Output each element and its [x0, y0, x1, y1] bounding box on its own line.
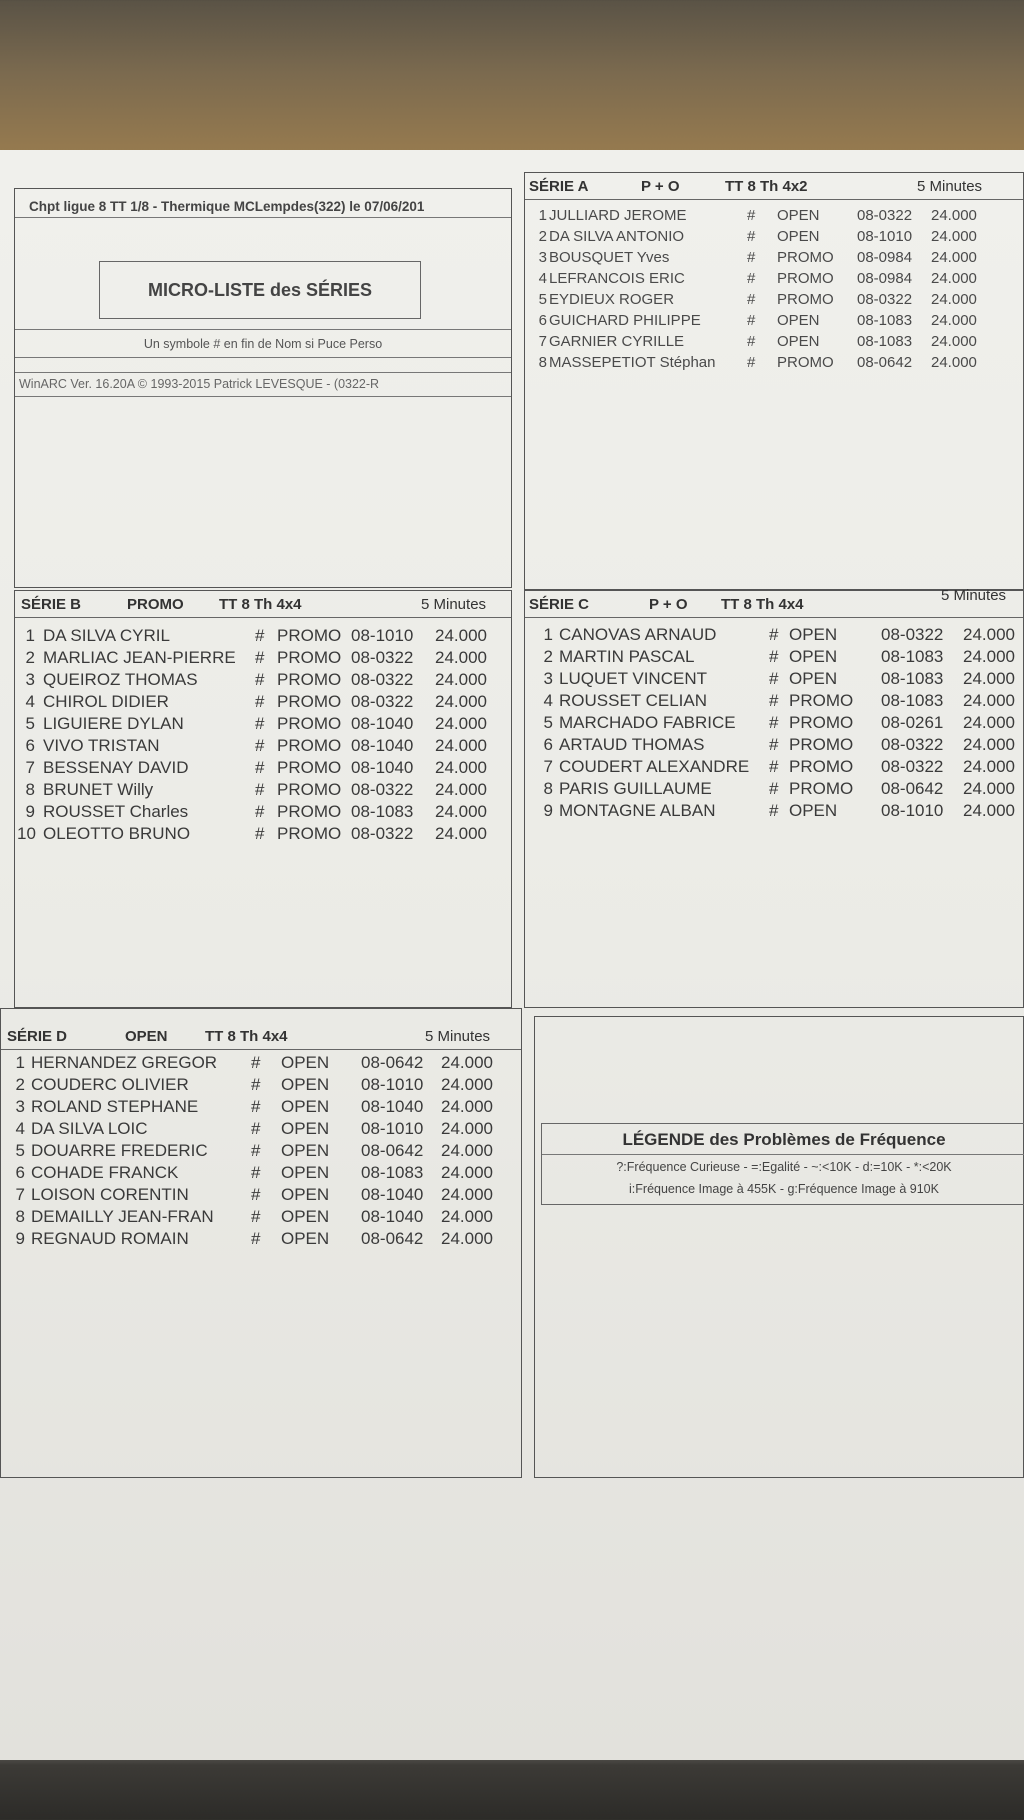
category: OPEN	[281, 1207, 330, 1226]
pilot-name: REGNAUD ROMAIN	[31, 1229, 189, 1248]
category: OPEN	[789, 625, 838, 644]
club-code: 08-0642	[881, 779, 944, 798]
row-number: 4	[538, 270, 547, 287]
puce-mark: #	[251, 1163, 261, 1182]
puce-mark: #	[769, 735, 779, 754]
series-b-time: 5 Minutes	[421, 596, 487, 613]
pilot-name: COUDERC OLIVIER	[31, 1075, 189, 1094]
series-c-time: 5 Minutes	[941, 587, 1007, 604]
category: PROMO	[777, 249, 834, 266]
category: OPEN	[789, 801, 838, 820]
row-number: 1	[15, 1053, 25, 1072]
puce-mark: #	[747, 312, 756, 329]
puce-mark: #	[769, 669, 779, 688]
club-code: 08-1010	[351, 626, 414, 645]
frequency: 24.000	[435, 714, 487, 733]
row-number: 3	[25, 670, 35, 689]
series-b-name: SÉRIE B	[21, 596, 82, 613]
club-code: 08-1083	[881, 669, 944, 688]
legend-panel	[534, 1016, 1024, 1478]
row-number: 6	[543, 735, 553, 754]
series-c-row	[525, 801, 1023, 826]
row-number: 2	[25, 648, 35, 667]
frequency: 24.000	[441, 1163, 493, 1182]
pilot-name: GARNIER CYRILLE	[549, 333, 685, 350]
series-c-class: TT 8 Th 4x4	[721, 596, 804, 613]
category: PROMO	[277, 648, 342, 667]
frequency: 24.000	[931, 333, 977, 350]
pilot-name: ROLAND STEPHANE	[31, 1097, 199, 1116]
row-number: 7	[538, 333, 547, 350]
puce-mark: #	[255, 648, 265, 667]
club-code: 08-1040	[351, 758, 414, 777]
frequency: 24.000	[435, 692, 487, 711]
club-code: 08-0261	[881, 713, 944, 732]
category: PROMO	[277, 780, 342, 799]
puce-note: Un symbole # en fin de Nom si Puce Perso	[143, 337, 383, 351]
category: OPEN	[789, 669, 838, 688]
category: OPEN	[789, 647, 838, 666]
club-code: 08-1010	[361, 1119, 424, 1138]
row-number: 8	[543, 779, 553, 798]
event-title: Chpt ligue 8 TT 1/8 - Thermique MCLempdes(322) le 07/06/201	[29, 199, 425, 214]
category: PROMO	[789, 735, 854, 754]
pilot-name: BESSENAY DAVID	[43, 758, 189, 777]
frequency: 24.000	[931, 312, 977, 329]
category: OPEN	[281, 1097, 330, 1116]
pilot-name: HERNANDEZ GREGOR	[31, 1053, 218, 1072]
puce-mark: #	[747, 291, 756, 308]
row-number: 6	[538, 312, 547, 329]
club-code: 08-1083	[857, 333, 913, 350]
row-number: 7	[543, 757, 553, 776]
series-c-panel	[524, 587, 1024, 1008]
pilot-name: CANOVAS ARNAUD	[559, 625, 717, 644]
club-code: 08-0642	[361, 1141, 424, 1160]
puce-mark: #	[255, 692, 265, 711]
frequency: 24.000	[963, 669, 1015, 688]
puce-mark: #	[769, 801, 779, 820]
club-code: 08-0984	[857, 249, 913, 266]
puce-mark: #	[255, 714, 265, 733]
club-code: 08-0322	[351, 670, 414, 689]
micro-list-heading-box	[99, 261, 421, 319]
series-a-row	[525, 354, 1023, 379]
puce-mark: #	[747, 270, 756, 287]
frequency: 24.000	[963, 757, 1015, 776]
frequency: 24.000	[435, 648, 487, 667]
row-number: 5	[25, 714, 35, 733]
row-number: 3	[538, 249, 547, 266]
row-number: 2	[15, 1075, 25, 1094]
row-number: 3	[15, 1097, 25, 1116]
puce-mark: #	[255, 670, 265, 689]
puce-mark: #	[251, 1229, 261, 1248]
puce-mark: #	[255, 780, 265, 799]
club-code: 08-1040	[361, 1185, 424, 1204]
puce-mark: #	[251, 1207, 261, 1226]
club-code: 08-0322	[857, 291, 913, 308]
pilot-name: LIGUIERE DYLAN	[43, 714, 184, 733]
category: OPEN	[281, 1229, 330, 1248]
category: PROMO	[277, 802, 342, 821]
row-number: 1	[538, 207, 547, 224]
club-code: 08-0322	[351, 824, 414, 843]
club-code: 08-1083	[881, 647, 944, 666]
puce-mark: #	[769, 647, 779, 666]
row-number: 4	[15, 1119, 25, 1138]
row-number: 8	[15, 1207, 25, 1226]
frequency: 24.000	[931, 207, 977, 224]
frequency: 24.000	[441, 1141, 493, 1160]
frequency: 24.000	[441, 1097, 493, 1116]
puce-mark: #	[747, 354, 756, 371]
category: OPEN	[777, 312, 820, 329]
category: PROMO	[277, 692, 342, 711]
puce-mark: #	[255, 758, 265, 777]
category: PROMO	[789, 691, 854, 710]
category: PROMO	[277, 758, 342, 777]
pilot-name: COHADE FRANCK	[31, 1163, 179, 1182]
pilot-name: BRUNET Willy	[43, 780, 154, 799]
frequency: 24.000	[931, 249, 977, 266]
series-a-class: TT 8 Th 4x2	[725, 178, 808, 195]
puce-mark: #	[255, 802, 265, 821]
club-code: 08-1083	[857, 312, 913, 329]
frequency: 24.000	[963, 735, 1015, 754]
pilot-name: MARTIN PASCAL	[559, 647, 695, 666]
category: PROMO	[277, 714, 342, 733]
row-number: 10	[17, 824, 36, 843]
frequency: 24.000	[963, 801, 1015, 820]
category: PROMO	[789, 779, 854, 798]
series-b-class: TT 8 Th 4x4	[219, 596, 302, 613]
pilot-name: ARTAUD THOMAS	[559, 735, 705, 754]
row-number: 1	[543, 625, 553, 644]
club-code: 08-1040	[351, 736, 414, 755]
category: OPEN	[281, 1053, 330, 1072]
legend-line-1: ?:Fréquence Curieuse - =:Egalité - ~:<10K - d:=10K - *:<20K	[616, 1160, 952, 1174]
row-number: 6	[25, 736, 35, 755]
series-d-panel	[0, 1008, 522, 1478]
frequency: 24.000	[931, 270, 977, 287]
row-number: 4	[543, 691, 553, 710]
legend-line-2: i:Fréquence Image à 455K - g:Fréquence Image à 910K	[629, 1182, 939, 1196]
category: OPEN	[281, 1141, 330, 1160]
micro-list-heading: MICRO-LISTE des SÉRIES	[147, 279, 373, 300]
club-code: 08-1040	[351, 714, 414, 733]
frequency: 24.000	[963, 647, 1015, 666]
pilot-name: ROUSSET Charles	[43, 802, 189, 821]
pilot-name: PARIS GUILLAUME	[559, 779, 712, 798]
pilot-name: MASSEPETIOT Stéphan	[549, 354, 716, 371]
software-version: WinARC Ver. 16.20A © 1993-2015 Patrick LEVESQUE - (0322-R	[19, 377, 380, 391]
series-a-name: SÉRIE A	[529, 178, 589, 195]
club-code: 08-0642	[857, 354, 913, 371]
row-number: 4	[25, 692, 35, 711]
pilot-name: DA SILVA LOIC	[31, 1119, 148, 1138]
frequency: 24.000	[435, 824, 487, 843]
series-b-row	[15, 824, 511, 849]
series-c-category: P + O	[649, 596, 688, 613]
frequency: 24.000	[441, 1075, 493, 1094]
club-code: 08-0322	[881, 625, 944, 644]
puce-mark: #	[747, 207, 756, 224]
series-d-name: SÉRIE D	[7, 1028, 68, 1045]
puce-mark: #	[251, 1097, 261, 1116]
pilot-name: LEFRANCOIS ERIC	[549, 270, 685, 287]
row-number: 9	[15, 1229, 25, 1248]
series-a-header	[525, 173, 1023, 200]
frequency: 24.000	[963, 713, 1015, 732]
frequency: 24.000	[435, 736, 487, 755]
row-number: 3	[543, 669, 553, 688]
club-code: 08-1010	[361, 1075, 424, 1094]
category: OPEN	[281, 1163, 330, 1182]
puce-mark: #	[255, 626, 265, 645]
puce-mark: #	[747, 249, 756, 266]
category: PROMO	[277, 736, 342, 755]
series-b-category: PROMO	[127, 596, 184, 613]
frequency: 24.000	[441, 1229, 493, 1248]
puce-mark: #	[747, 228, 756, 245]
frequency: 24.000	[441, 1119, 493, 1138]
category: OPEN	[777, 207, 820, 224]
pilot-name: OLEOTTO BRUNO	[43, 824, 191, 843]
info-panel	[14, 188, 512, 588]
frequency: 24.000	[435, 670, 487, 689]
paper-sheet	[0, 150, 1024, 1760]
puce-mark: #	[747, 333, 756, 350]
frequency: 24.000	[963, 779, 1015, 798]
category: PROMO	[789, 713, 854, 732]
category: OPEN	[281, 1075, 330, 1094]
legend-title: LÉGENDE des Problèmes de Fréquence	[622, 1130, 946, 1149]
category: PROMO	[777, 354, 834, 371]
pilot-name: MARLIAC JEAN-PIERRE	[43, 648, 236, 667]
frequency: 24.000	[435, 758, 487, 777]
pilot-name: QUEIROZ THOMAS	[43, 670, 198, 689]
club-code: 08-0322	[857, 207, 913, 224]
puce-mark: #	[769, 691, 779, 710]
row-number: 7	[15, 1185, 25, 1204]
pilot-name: LOISON CORENTIN	[31, 1185, 189, 1204]
frequency: 24.000	[435, 802, 487, 821]
frequency: 24.000	[931, 354, 977, 371]
frequency: 24.000	[931, 228, 977, 245]
series-d-category: OPEN	[125, 1028, 168, 1045]
series-a-panel	[524, 172, 1024, 590]
pilot-name: GUICHARD PHILIPPE	[549, 312, 701, 329]
pilot-name: BOUSQUET Yves	[549, 249, 670, 266]
pilot-name: MONTAGNE ALBAN	[559, 801, 716, 820]
category: OPEN	[777, 228, 820, 245]
row-number: 9	[25, 802, 35, 821]
club-code: 08-1083	[351, 802, 414, 821]
series-c-header	[525, 587, 1023, 618]
puce-mark: #	[251, 1185, 261, 1204]
category: PROMO	[277, 626, 342, 645]
pilot-name: DA SILVA ANTONIO	[549, 228, 685, 245]
series-b-header	[15, 591, 511, 618]
pilot-name: DA SILVA CYRIL	[43, 626, 170, 645]
pilot-name: DOUARRE FREDERIC	[31, 1141, 208, 1160]
frequency: 24.000	[435, 626, 487, 645]
club-code: 08-1083	[881, 691, 944, 710]
puce-mark: #	[769, 713, 779, 732]
row-number: 5	[543, 713, 553, 732]
row-number: 2	[538, 228, 547, 245]
category: PROMO	[777, 270, 834, 287]
club-code: 08-1040	[361, 1207, 424, 1226]
category: PROMO	[777, 291, 834, 308]
club-code: 08-1040	[361, 1097, 424, 1116]
category: PROMO	[789, 757, 854, 776]
series-d-class: TT 8 Th 4x4	[205, 1028, 288, 1045]
category: OPEN	[777, 333, 820, 350]
pilot-name: DEMAILLY JEAN-FRAN	[31, 1207, 214, 1226]
pilot-name: EYDIEUX ROGER	[549, 291, 675, 308]
puce-mark: #	[251, 1053, 261, 1072]
row-number: 6	[15, 1163, 25, 1182]
puce-mark: #	[769, 779, 779, 798]
series-a-category: P + O	[641, 178, 680, 195]
frequency: 24.000	[441, 1185, 493, 1204]
frequency: 24.000	[435, 780, 487, 799]
category: PROMO	[277, 670, 342, 689]
club-code: 08-1010	[857, 228, 913, 245]
puce-mark: #	[255, 736, 265, 755]
puce-mark: #	[769, 757, 779, 776]
frequency: 24.000	[441, 1207, 493, 1226]
row-number: 7	[25, 758, 35, 777]
series-d-time: 5 Minutes	[425, 1028, 491, 1045]
frequency: 24.000	[441, 1053, 493, 1072]
row-number: 5	[15, 1141, 25, 1160]
row-number: 2	[543, 647, 553, 666]
club-code: 08-0984	[857, 270, 913, 287]
puce-mark: #	[251, 1141, 261, 1160]
club-code: 08-0322	[881, 735, 944, 754]
frequency: 24.000	[963, 691, 1015, 710]
club-code: 08-0642	[361, 1229, 424, 1248]
pilot-name: COUDERT ALEXANDRE	[559, 757, 750, 776]
row-number: 8	[25, 780, 35, 799]
pilot-name: JULLIARD JEROME	[549, 207, 687, 224]
series-a-time: 5 Minutes	[917, 178, 983, 195]
series-d-header	[1, 1023, 521, 1050]
club-code: 08-0642	[361, 1053, 424, 1072]
category: OPEN	[281, 1119, 330, 1138]
puce-mark: #	[769, 625, 779, 644]
row-number: 8	[538, 354, 547, 371]
club-code: 08-0322	[351, 692, 414, 711]
pilot-name: MARCHADO FABRICE	[559, 713, 736, 732]
pilot-name: ROUSSET CELIAN	[559, 691, 708, 710]
puce-mark: #	[251, 1075, 261, 1094]
legend-box	[541, 1123, 1024, 1205]
club-code: 08-1083	[361, 1163, 424, 1182]
club-code: 08-0322	[881, 757, 944, 776]
puce-mark: #	[255, 824, 265, 843]
club-code: 08-0322	[351, 648, 414, 667]
pilot-name: CHIROL DIDIER	[43, 692, 169, 711]
row-number: 9	[543, 801, 553, 820]
series-d-row	[1, 1229, 521, 1254]
pilot-name: LUQUET VINCENT	[559, 669, 707, 688]
category: PROMO	[277, 824, 342, 843]
frequency: 24.000	[963, 625, 1015, 644]
series-c-name: SÉRIE C	[529, 596, 590, 613]
category: OPEN	[281, 1185, 330, 1204]
puce-mark: #	[251, 1119, 261, 1138]
series-b-panel	[14, 590, 512, 1008]
pilot-name: VIVO TRISTAN	[43, 736, 160, 755]
row-number: 1	[25, 626, 35, 645]
club-code: 08-0322	[351, 780, 414, 799]
row-number: 5	[538, 291, 547, 308]
frequency: 24.000	[931, 291, 977, 308]
club-code: 08-1010	[881, 801, 944, 820]
